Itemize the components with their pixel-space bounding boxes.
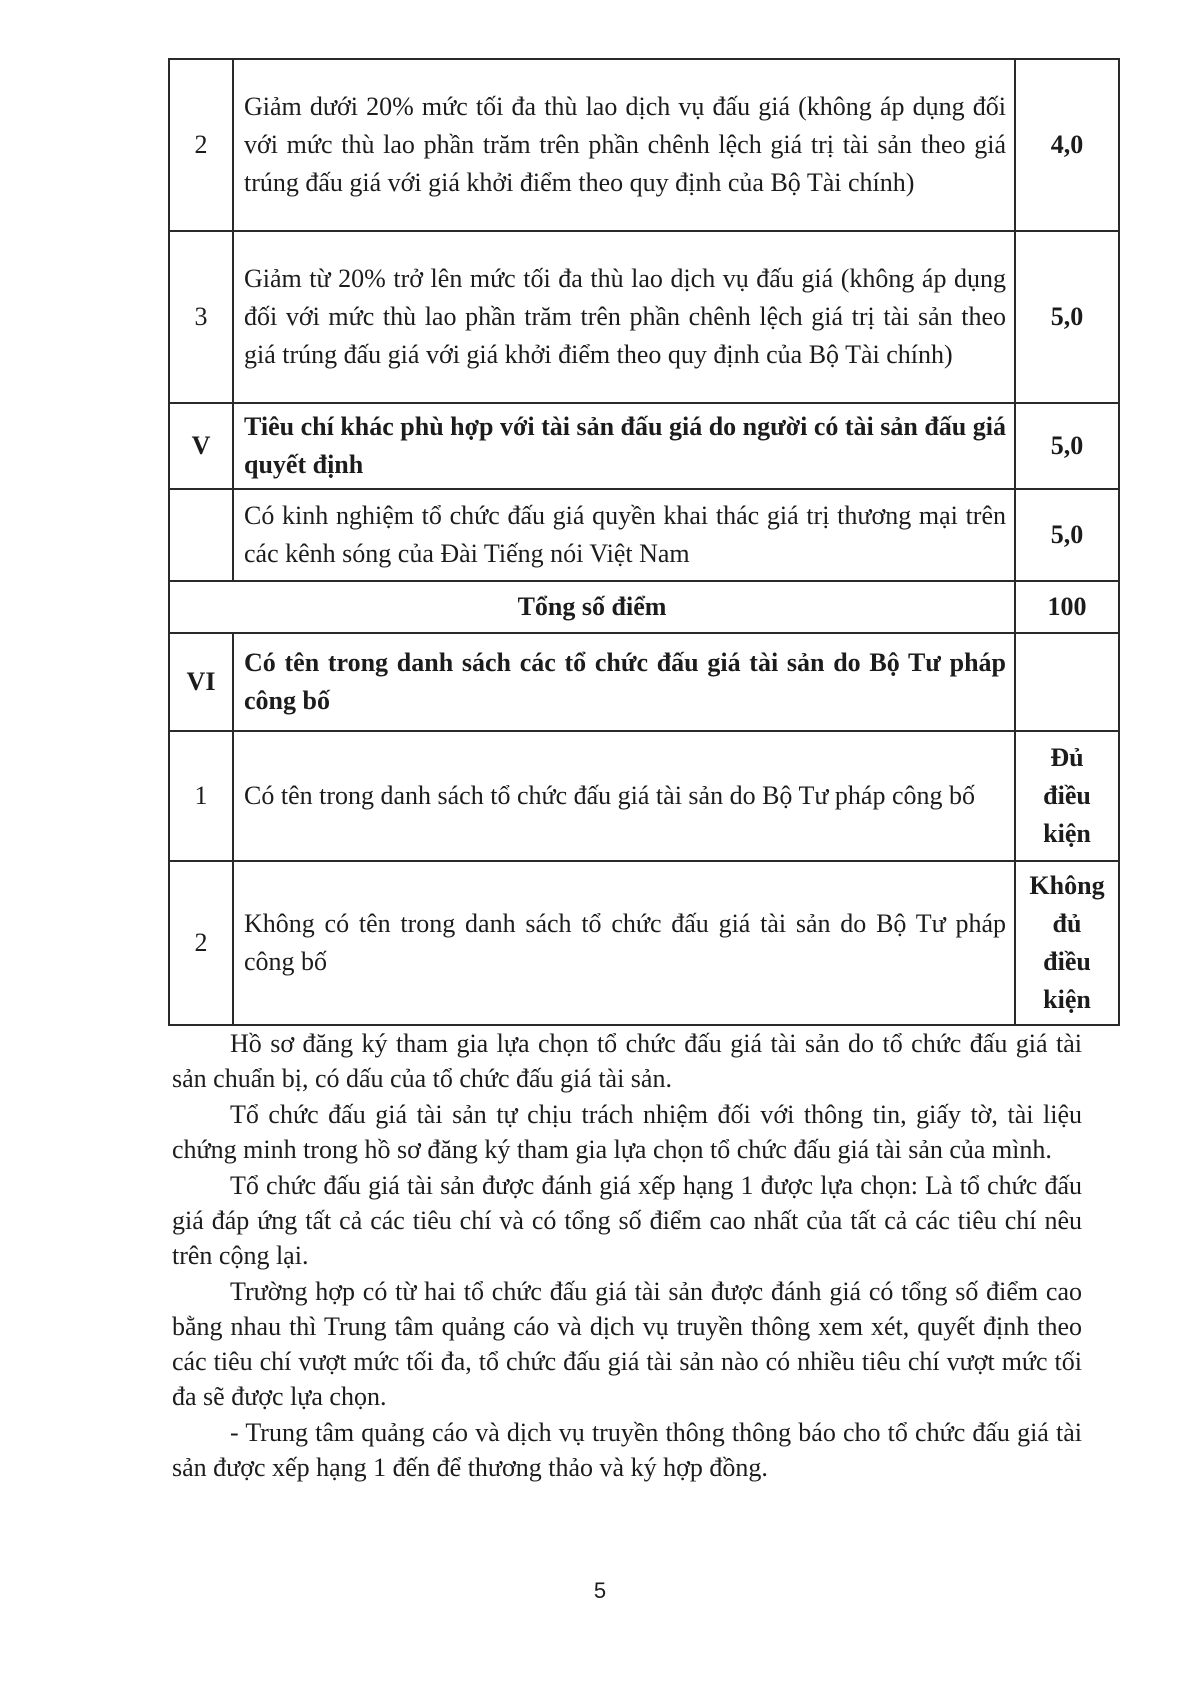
table-row <box>169 59 1119 231</box>
body-text <box>172 1026 1082 1485</box>
table-row <box>169 731 1119 861</box>
section-heading-row <box>169 403 1119 489</box>
section-title: Có tên trong danh sách các tổ chức đấu giá tài sản do Bộ Tư pháp công bố <box>233 633 1015 731</box>
row-number <box>169 489 233 581</box>
row-score <box>1015 861 1119 1025</box>
row-number: 1 <box>169 731 233 861</box>
total-score: 100 <box>1015 581 1119 633</box>
page-number: 5 <box>593 1578 607 1603</box>
row-score: 5,0 <box>1015 489 1119 581</box>
table-row <box>169 231 1119 403</box>
section-title: Tiêu chí khác phù hợp với tài sản đấu giá do người có tài sản đấu giá quyết định <box>233 403 1015 489</box>
row-number: 2 <box>169 861 233 1025</box>
row-description: Có kinh nghiệm tổ chức đấu giá quyền khai thác giá trị thương mại trên các kênh sóng của Đài Tiếng nói Việt Nam <box>233 489 1015 581</box>
score-line: kiện <box>1043 985 1091 1014</box>
row-score <box>1015 731 1119 861</box>
row-number: 3 <box>169 231 233 403</box>
row-score: 4,0 <box>1015 59 1119 231</box>
score-line: Đủ <box>1050 743 1084 772</box>
row-description: Có tên trong danh sách tổ chức đấu giá tài sản do Bộ Tư pháp công bố <box>233 731 1015 861</box>
paragraph: Hồ sơ đăng ký tham gia lựa chọn tổ chức đấu giá tài sản do tổ chức đấu giá tài sản chuẩn bị, có dấu của tổ chức đấu giá tài sản. <box>172 1029 1082 1093</box>
paragraph: - Trung tâm quảng cáo và dịch vụ truyền thông thông báo cho tổ chức đấu giá tài sản được xếp hạng 1 đến để thương thảo và ký hợp đồng. <box>172 1418 1082 1482</box>
row-description: Không có tên trong danh sách tổ chức đấu giá tài sản do Bộ Tư pháp công bố <box>233 861 1015 1025</box>
paragraph: Trường hợp có từ hai tổ chức đấu giá tài sản được đánh giá có tổng số điểm cao bằng nhau thì Trung tâm quảng cáo và dịch vụ truyền thông xem xét, quyết định theo các tiêu chí vượt mức tối đa, tổ chức đấu giá tài sản nào có nhiều tiêu chí vượt mức tối đa sẽ được lựa chọn. <box>172 1277 1082 1411</box>
row-number: 2 <box>169 59 233 231</box>
total-label: Tổng số điểm <box>169 581 1015 633</box>
row-description: Giảm từ 20% trở lên mức tối đa thù lao dịch vụ đấu giá (không áp dụng đối với mức thù lao phần trăm trên phần chênh lệch giá trị tài sản theo giá trúng đấu giá với giá khởi điểm theo quy định của Bộ Tài chính) <box>233 231 1015 403</box>
table-row <box>169 489 1119 581</box>
score-line: đủ <box>1052 909 1082 938</box>
row-score: 5,0 <box>1015 231 1119 403</box>
criteria-table <box>168 58 1120 1026</box>
section-score <box>1015 633 1119 731</box>
table-row <box>169 861 1119 1025</box>
row-description: Giảm dưới 20% mức tối đa thù lao dịch vụ đấu giá (không áp dụng đối với mức thù lao phần trăm trên phần chênh lệch giá trị tài sản theo giá trúng đấu giá với giá khởi điểm theo quy định của Bộ Tài chính) <box>233 59 1015 231</box>
paragraph: Tổ chức đấu giá tài sản được đánh giá xếp hạng 1 được lựa chọn: Là tổ chức đấu giá đáp ứng tất cả các tiêu chí và có tổng số điểm cao nhất của tất cả các tiêu chí nêu trên cộng lại. <box>172 1171 1082 1270</box>
score-line: điều <box>1043 947 1091 976</box>
total-row <box>169 581 1119 633</box>
score-line: kiện <box>1043 819 1091 848</box>
paragraph: Tổ chức đấu giá tài sản tự chịu trách nhiệm đối với thông tin, giấy tờ, tài liệu chứng minh trong hồ sơ đăng ký tham gia lựa chọn tổ chức đấu giá tài sản của mình. <box>172 1100 1082 1164</box>
section-number: VI <box>169 633 233 731</box>
section-score: 5,0 <box>1015 403 1119 489</box>
section-number: V <box>169 403 233 489</box>
score-line: Không <box>1029 871 1105 900</box>
score-line: điều <box>1043 781 1091 810</box>
section-heading-row <box>169 633 1119 731</box>
